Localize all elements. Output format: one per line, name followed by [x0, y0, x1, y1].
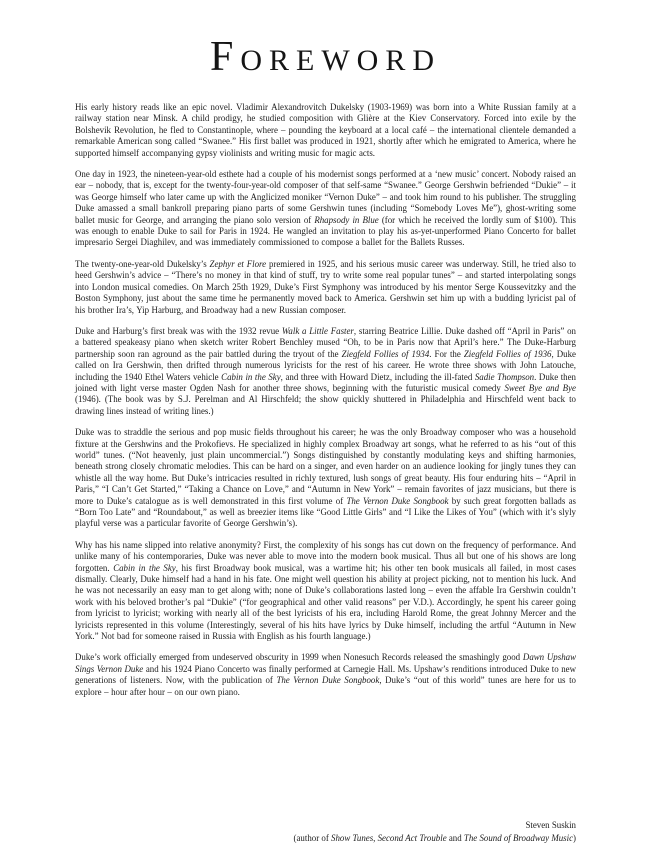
paragraph: His early history reads like an epic novel. Vladimir Alexandrovitch Dukelsky (1903-1969) was born into a White Russian family at a railway station near Minsk. A child prodigy, he studied composition with Glière at the Kiev Conservatory. Forced into exile by the Bolshevik Revolution, he fled to Constantinople, where – pounding the keyboard at a local café – the international clientele demanded a remarkable American song called “Swanee.” His first ballet was produced in 1921, shortly after which he emigrated to America, where he supported himself accompanying gypsy violinists and writing music for magic acts. — [75, 102, 576, 158]
paragraph: The twenty-one-year-old Dukelsky’s Zephyr et Flore premiered in 1925, and his serious music career was underway. Still, he tried also to heed Gershwin’s advice – “There’s no money in that kind of stuff, try to write some real popular tunes” – and started interpolating songs into London musical comedies. On March 25th 1929, Duke’s First Symphony was introduced by his mentor Serge Koussevitzky and the Boston Symphony, just about the same time he permanently moved back to America. Gershwin set him up with a budding lyricist pal of his brother Ira’s, Yip Harburg, and Broadway had a new Russian composer. — [75, 258, 576, 315]
page-title-rest: OREWORD — [240, 44, 441, 77]
paragraph: One day in 1923, the nineteen-year-old esthete had a couple of his modernist songs performed at a ‘new music’ concert. Nobody raised an ear – nobody, that is, except for the twenty-four-year-old composer of that self-same “Swanee.” George Gershwin befriended “Dukie” – it was George himself who later came up with the Anglicized moniker “Vernon Duke” – and took him round to his publisher. The struggling Duke amassed a small bankroll preparing piano parts of some Gershwin tunes (including “Somebody Loves Me”), ghost-writing some ballet music for George, and arranging the piano solo version of Rhapsody in Blue (for which he received the lordly sum of $100). This was enough to enable Duke to sail for Paris in 1924. He wangled an invitation to play his as-yet-unperformed Piano Concerto for ballet impresario Sergei Diaghilev, and was immediately commissioned to compose a ballet for the Ballets Russes. — [75, 169, 576, 248]
signature-credit: (author of Show Tunes, Second Act Trouble and The Sound of Broadway Music) — [293, 832, 576, 843]
signature-block — [294, 819, 576, 844]
paragraph: Duke was to straddle the serious and pop music fields throughout his career; he was the only Broadway composer who was a household fixture at the Gershwins and the Prokofievs. He specialized in highly complex Broadway art songs, what he referred to as his “out of this world” tunes. (“Not heavenly, just plain uncommercial.”) Songs distinguished by constantly modulating keys and shifting harmonies, beneath strong closely chromatic melodies. This can be hard on a singer, and even harder on an audience looking for jingly tunes they can whistle all the way home. But Duke’s intricacies resulted in richly textured, lush songs of great beauty. His four enduring hits – “April in Paris,” “I Can’t Get Started,” “Taking a Chance on Love,” and “Autumn in New York” – remain favorites of jazz musicians, but there is more to Duke’s catalogue as is well demonstrated in this first volume of The Vernon Duke Songbook by such great forgotten ballads as “Born Too Late” and “Roundabout,” as well as breezier items like “Good Little Girls” and “I Like the Likes of You” (which with it’s slyly playful verse was a particular favorite of George Gershwin’s). — [75, 427, 576, 529]
paragraph: Duke’s work officially emerged from undeserved obscurity in 1999 when Nonesuch Records released the smashingly good Dawn Upshaw Sings Vernon Duke and his 1924 Piano Concerto was finally performed at Carnegie Hall. Ms. Upshaw’s renditions introduced Duke to new generations of listeners. Now, with the publication of The Vernon Duke Songbook, Duke’s “out of this world” tunes are here for us to explore – hour after hour – on our own piano. — [75, 652, 576, 697]
page-title-initial: F — [209, 34, 241, 80]
paragraph: Duke and Harburg’s first break was with the 1932 revue Walk a Little Faster, starring Beatrice Lillie. Duke dashed off “April in Paris” on a battered speakeasy piano when sketch writer Robert Benchley mused “Oh, to be in Paris now that April’s here.” The Duke-Harburg partnership soon ran aground as the pair battled during the tryout of the Ziegfeld Follies of 1934. For the Ziegfeld Follies of 1936, Duke called on Ira Gershwin, then drifted through numerous lyricists for the rest of his career. He wrote three shows with John Latouche, including the 1940 Ethel Waters vehicle Cabin in the Sky, and three with Howard Dietz, including the ill-fated Sadie Thompson. Duke then joined with light verse master Ogden Nash for another three shows, beginning with the futuristic musical comedy Sweet Bye and Bye (1946). (The book was by S.J. Perelman and Al Hirschfeld; the show quickly shuttered in Philadelphia and Hirschfeld went back to drawing lines instead of writing lines.) — [75, 325, 576, 416]
signature-name: Steven Suskin — [525, 820, 576, 830]
page-title — [75, 36, 576, 82]
paragraph: Why has his name slipped into relative anonymity? First, the complexity of his songs has cut down on the frequency of performance. And unlike many of his contemporaries, Duke was never able to move into the modern book musical. Thus all but one of his shows are long forgotten. Cabin in the Sky, his first Broadway book musical, was a wartime hit; his other ten book musicals all failed, in most cases dismally. Clearly, Duke himself had a hand in his fate. One might well question his ability at project picking, not to mention his luck. And he was not necessarily an easy man to get along with; none of Duke’s collaborations lasted long – even the affable Ira Gershwin couldn’t work with his beloved brother’s pal “Dukie” (“for geographical and other valid reasons” per V.D.). Accordingly, he spent his career going from lyricist to lyricist; working with nearly all of the best lyricists of his era, including Harold Rome, the great Johnny Mercer and the lyricists represented in this volume (Interestingly, several of his hits have lyrics by Duke himself, including the artful “Autumn in New York.” Not bad for someone raised in Russia with English as his fourth language.) — [75, 539, 576, 642]
paragraphs — [75, 102, 576, 698]
